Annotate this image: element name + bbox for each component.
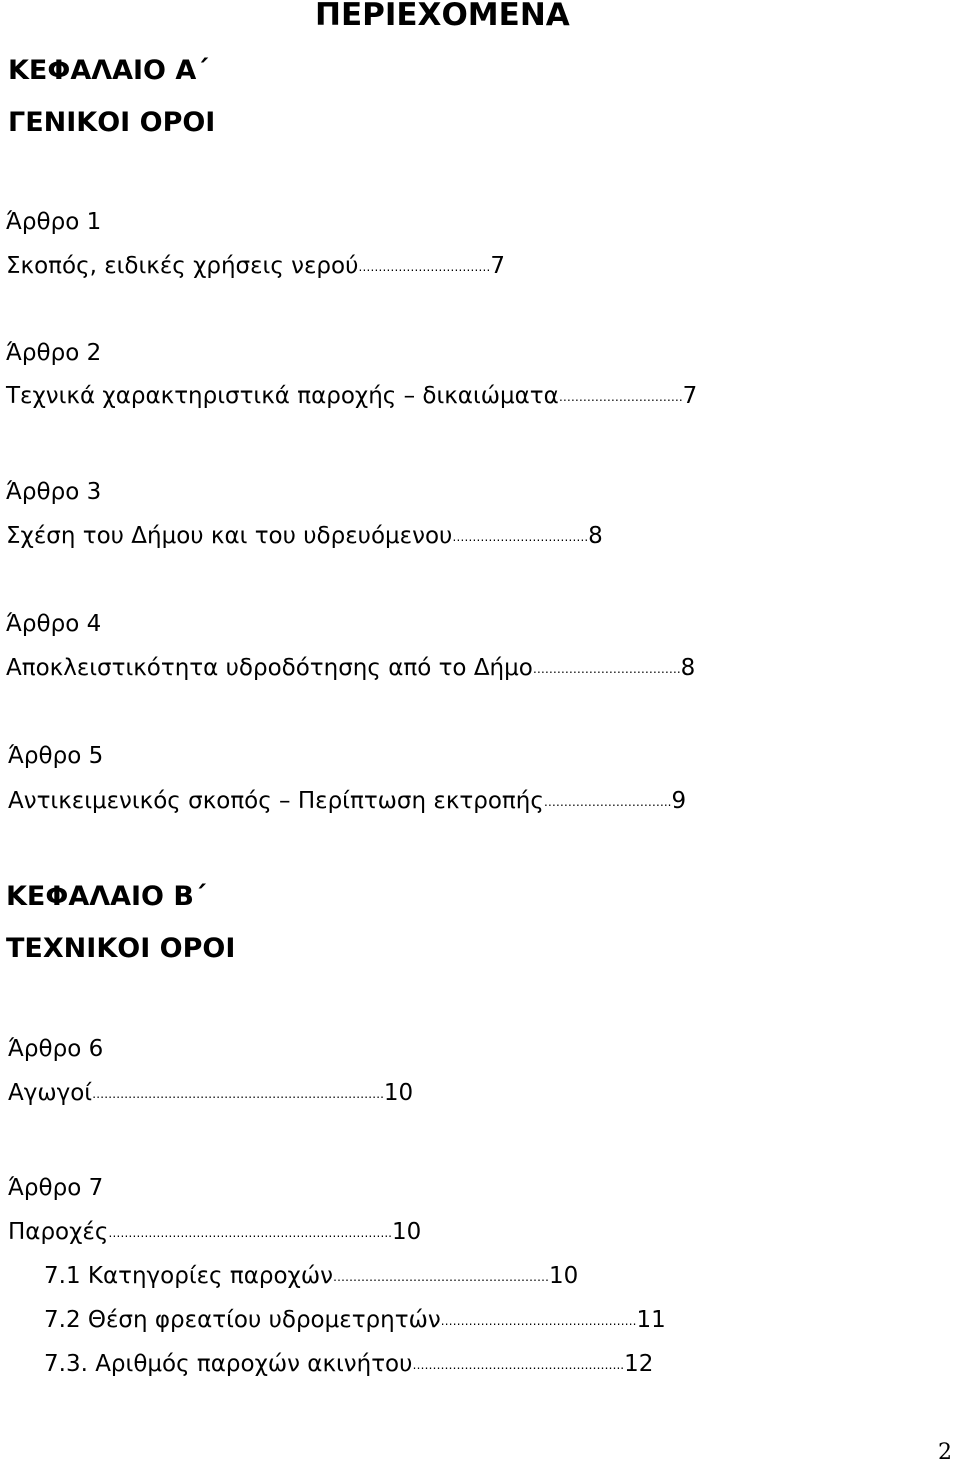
chapter-b-label: ΚΕΦΑΛΑΙΟ Β΄ (6, 881, 206, 912)
subarticle-7-1-leader: ……………………………………………… (332, 1271, 549, 1283)
article-6-title: Αγωγοί (8, 1080, 93, 1106)
article-1-heading: Άρθρο 1 (6, 209, 102, 235)
article-5-entry[interactable] (8, 790, 686, 813)
subarticle-7-3-leader: …………………………………………….. (412, 1359, 625, 1371)
article-5-title: Αντικειμενικός σκοπός – Περίπτωση εκτροπής (8, 788, 544, 814)
article-3-title: Σχέση του Δήμου και του υδρευόμενου (6, 523, 453, 549)
subarticle-7-1-entry[interactable] (44, 1265, 578, 1288)
subarticle-7-2-leader: …………………………………………. (440, 1315, 637, 1327)
article-6-page: 10 (383, 1080, 414, 1106)
article-1-page: 7 (490, 253, 506, 279)
article-7-title: Παροχές (8, 1219, 109, 1245)
article-2-leader: …………………………. (558, 391, 683, 403)
article-3-page: 8 (588, 523, 603, 549)
article-4-title: Αποκλειστικότητα υδροδότησης από το Δήμο (6, 655, 533, 681)
article-5-heading: Άρθρο 5 (8, 743, 104, 769)
article-1-leader: …………………………… (358, 261, 491, 273)
article-7-leader: …………………………………………………………….. (108, 1227, 392, 1239)
article-7-heading: Άρθρο 7 (8, 1175, 104, 1201)
article-3-heading: Άρθρο 3 (6, 479, 102, 505)
article-2-page: 7 (682, 383, 698, 409)
article-4-page: 8 (680, 655, 696, 681)
page-number: 2 (938, 1440, 952, 1465)
article-5-page: 9 (671, 788, 687, 814)
subarticle-7-3-entry[interactable] (44, 1353, 653, 1376)
subarticle-7-3-title: 7.3. Αριθμός παροχών ακινήτου (44, 1351, 413, 1377)
subarticle-7-1-page: 10 (548, 1263, 579, 1289)
subarticle-7-2-page: 11 (636, 1307, 666, 1333)
article-6-entry[interactable] (8, 1082, 413, 1105)
page-title: ΠΕΡΙΕΧΟΜΕΝΑ (315, 0, 570, 33)
subarticle-7-2-title: 7.2 Θέση φρεατίου υδρομετρητών (44, 1307, 441, 1333)
article-4-leader: ………………………………. (532, 663, 681, 675)
article-4-entry[interactable] (6, 657, 695, 680)
chapter-b-subtitle: ΤΕΧΝΙΚΟΙ ΟΡΟΙ (6, 933, 236, 964)
chapter-a-label: ΚΕΦΑΛΑΙΟ Α΄ (8, 55, 209, 86)
article-2-title: Τεχνικά χαρακτηριστικά παροχής – δικαιώματα (6, 383, 559, 409)
subarticle-7-3-page: 12 (624, 1351, 654, 1377)
article-6-heading: Άρθρο 6 (8, 1036, 104, 1062)
article-2-heading: Άρθρο 2 (6, 340, 102, 366)
subarticle-7-1-title: 7.1 Κατηγορίες παροχών (44, 1263, 333, 1289)
article-5-leader: ………………………….. (543, 796, 672, 808)
subarticle-7-2-entry[interactable] (44, 1309, 666, 1332)
article-7-entry[interactable] (8, 1221, 421, 1244)
article-3-leader: ……………………………. (452, 531, 589, 543)
article-4-heading: Άρθρο 4 (6, 611, 102, 637)
article-2-entry[interactable] (6, 385, 697, 408)
article-7-page: 10 (392, 1219, 422, 1245)
article-3-entry[interactable] (6, 525, 603, 548)
article-6-leader: ………………………………………………………………. (92, 1088, 384, 1100)
article-1-entry[interactable] (6, 255, 505, 278)
chapter-a-subtitle: ΓΕΝΙΚΟΙ ΟΡΟΙ (8, 107, 216, 138)
article-1-title: Σκοπός, ειδικές χρήσεις νερού (6, 253, 359, 279)
